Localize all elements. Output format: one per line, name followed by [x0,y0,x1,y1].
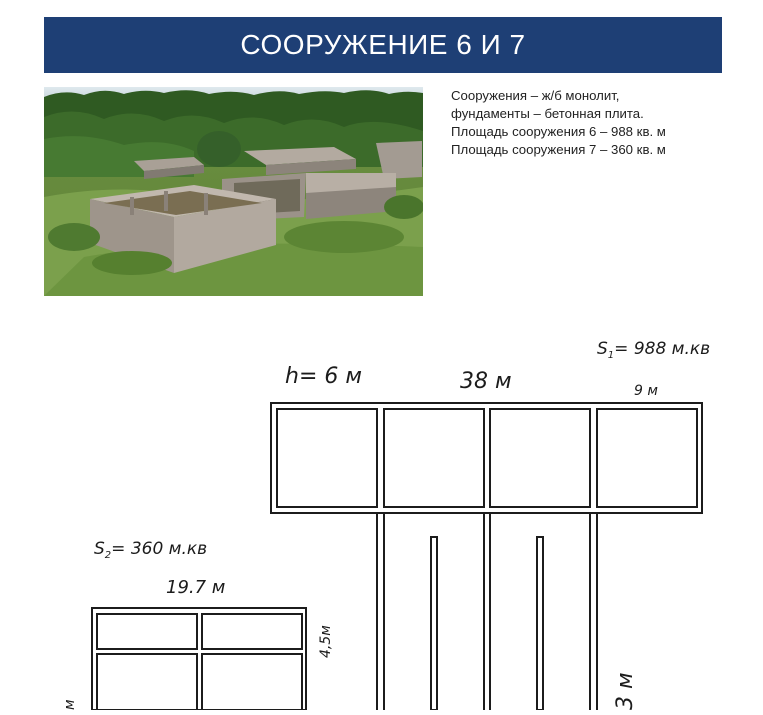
description [451,87,751,159]
building6-cell-width-label: 9 м [634,383,658,399]
building7-cell [202,654,302,710]
building6-cell [384,409,484,507]
building7-cell [97,654,197,710]
building7-cell [97,614,197,649]
description-line: Площадь сооружения 6 – 988 кв. м [451,124,666,139]
description-line: Площадь сооружения 7 – 360 кв. м [451,142,666,157]
building6-area-label: $S_1= 988$ м.кв [597,339,711,361]
building7-area-label: $S_2= 360$ м.кв [94,539,208,561]
building6-length-label: 3 м [613,672,638,710]
building7-width-label: 19.7 м [166,577,226,598]
building7-side-label: м [62,699,78,710]
building6-width-label: 38 м [460,369,512,394]
building7-cell [202,614,302,649]
floor-plan-sketch [0,300,763,710]
building7-outline [92,608,306,710]
building6-partition [537,537,543,710]
building6-outline [271,403,702,513]
building6-cell [597,409,697,507]
aerial-photo [44,87,423,296]
building6-partition [431,537,437,710]
building6-cell [277,409,377,507]
building6-cell [490,409,590,507]
description-line: Сооружения – ж/б монолит, [451,88,620,103]
height-label: h= 6 м [285,364,362,389]
header-band [44,17,722,73]
description-line: фундаменты – бетонная плита. [451,106,644,121]
building7-depth-label: 4,5м [318,625,334,658]
page-title: СООРУЖЕНИЕ 6 И 7 [240,29,526,60]
